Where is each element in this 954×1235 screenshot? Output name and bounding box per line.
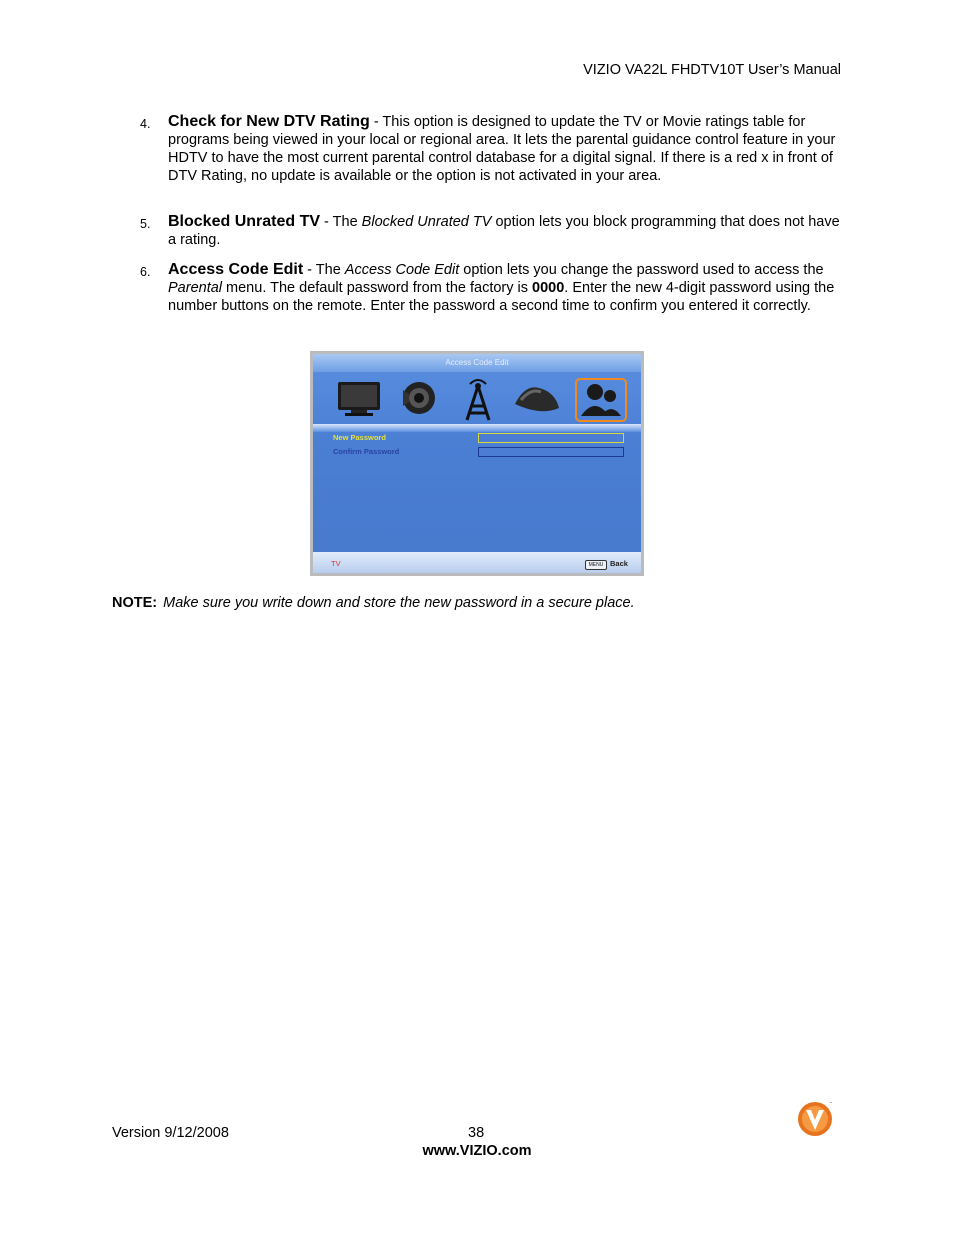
item-text: - The — [303, 262, 345, 278]
input-source-label: TV — [331, 559, 341, 568]
item-italic: Blocked Unrated TV — [361, 214, 492, 230]
note — [112, 594, 635, 612]
menu-icon-row — [313, 374, 641, 426]
confirm-password-label: Confirm Password — [333, 447, 400, 456]
new-password-field[interactable] — [478, 433, 624, 443]
item-number: 5. — [140, 217, 151, 231]
note-label: NOTE: — [112, 595, 158, 611]
item-text: option lets you change the password used to access the — [459, 262, 824, 278]
item-number: 4. — [140, 117, 151, 131]
antenna-icon — [461, 378, 495, 422]
item-text: option lets you block programming that does not have a rating. — [168, 214, 840, 248]
header-title: VIZIO VA22L FHDTV10T User’s Manual — [583, 62, 841, 78]
confirm-password-field[interactable] — [478, 447, 624, 457]
item-text: - The — [320, 214, 362, 230]
menu-key-icon: MENU — [585, 560, 607, 570]
vizio-v-logo-icon — [796, 1100, 834, 1138]
list-item-blocked-unrated-tv — [140, 213, 840, 249]
item-text: - This option is designed to update the TV or Movie ratings table for programs being viewed in your local or regional area. It lets the parental guidance control feature in your HDTV to have the most current parental control database for a digital signal. If there is a red x in front of DTV Rating, no update is available or the option is not activated in your area. — [168, 114, 836, 184]
new-password-label: New Password — [333, 433, 386, 442]
item-italic: Parental — [168, 280, 223, 296]
svg-text:™: ™ — [829, 1101, 833, 1106]
settings-pad-icon — [511, 378, 563, 418]
parental-users-icon — [575, 378, 627, 422]
item-text: menu. The default password from the factory is — [222, 280, 533, 296]
back-label: Back — [610, 559, 628, 568]
tv-menu-panel — [313, 354, 641, 573]
page-number: 38 — [468, 1125, 485, 1141]
item-title: Blocked Unrated TV — [168, 213, 321, 230]
item-italic: Access Code Edit — [344, 262, 460, 278]
list-item-check-new-dtv-rating — [140, 113, 840, 185]
item-text: . Enter the new 4-digit password using the number buttons on the remote. Enter the password a second time to confirm you entered it correctly. — [168, 280, 835, 314]
menu-divider-band — [313, 424, 641, 432]
item-title: Check for New DTV Rating — [168, 113, 370, 130]
default-password: 0000 — [532, 280, 565, 296]
item-number: 6. — [140, 265, 151, 279]
note-text: Make sure you write down and store the new password in a secure place. — [163, 595, 635, 611]
access-code-edit-screenshot — [310, 351, 644, 576]
tv-icon — [335, 378, 383, 418]
footer-version: Version 9/12/2008 — [112, 1125, 229, 1141]
menu-title: Access Code Edit — [445, 358, 509, 367]
footer-url: www.VIZIO.com — [422, 1143, 532, 1159]
item-title: Access Code Edit — [168, 261, 304, 278]
speaker-icon — [399, 378, 439, 418]
list-item-access-code-edit — [140, 261, 840, 315]
